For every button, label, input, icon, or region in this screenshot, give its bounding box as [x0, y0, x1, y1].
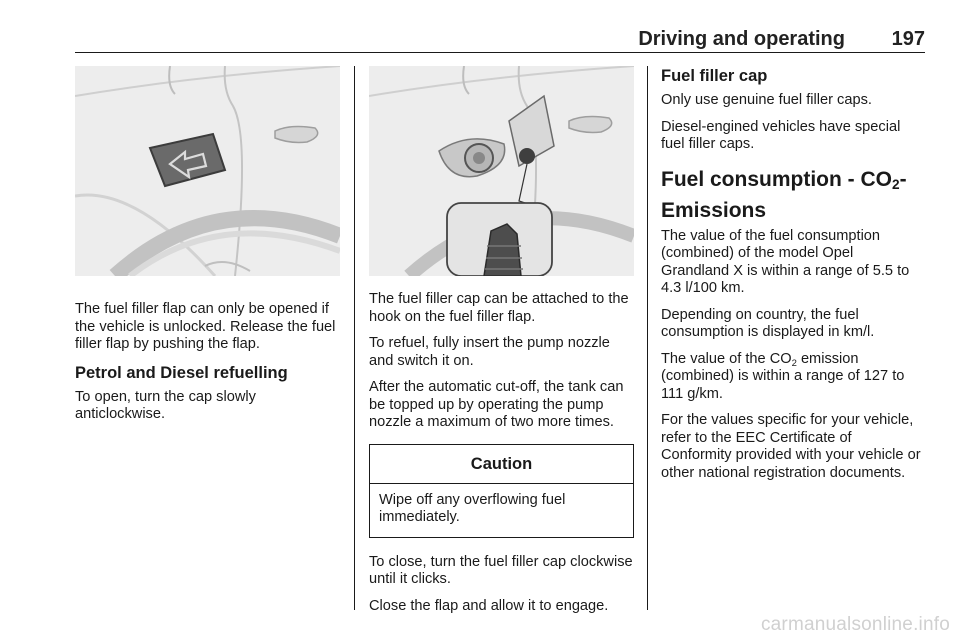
watermark: carmanualsonline.info — [760, 614, 950, 635]
paragraph: Depending on country, the fuel consumption is displayed in km/l. — [661, 306, 875, 340]
paragraph: The value of the $CO_2$ emission (combined) is within a range of 127 to 111 g/km. — [661, 350, 905, 402]
section-title: Driving and operating — [638, 28, 845, 50]
paragraph: The value of the fuel consumption (combined) of the model Opel Grandland X is within a range of 5.5 to 4.3 l/100 km. — [661, 227, 910, 296]
fuel-flap-illustration — [75, 66, 340, 276]
subheading: Petrol and Diesel refuelling — [75, 363, 288, 382]
paragraph: Close the flap and allow it to engage. — [369, 597, 609, 614]
paragraph: Only use genuine fuel filler caps. — [661, 92, 872, 108]
section-heading: Fuel consumption - $CO_2$-Emissions — [661, 167, 907, 222]
column-1 — [75, 66, 340, 433]
paragraph: Diesel-engined vehicles have special fuel filler caps. — [661, 118, 901, 152]
caution-text: Wipe off any overflowing fuel immediately. — [379, 491, 566, 525]
column-divider — [647, 66, 648, 610]
paragraph: To open, turn the cap slowly anticlockwise. — [75, 388, 256, 422]
column-divider — [354, 66, 355, 610]
column-2 — [369, 66, 634, 624]
caution-box — [369, 444, 634, 538]
caution-title: Caution — [370, 445, 633, 484]
paragraph: To close, turn the fuel filler cap clockwise until it clicks. — [369, 553, 633, 587]
paragraph: For the values specific for your vehicle, refer to the EEC Certificate of Conformity provided with your vehicle or other national registration documents. — [661, 412, 921, 481]
column-3 — [661, 66, 925, 491]
page-number: 197 — [891, 28, 925, 50]
paragraph: The fuel filler flap can only be opened if the vehicle is unlocked. Release the fuel filler flap by pushing the flap. — [75, 301, 336, 352]
paragraph: The fuel filler cap can be attached to the hook on the fuel filler flap. — [369, 291, 629, 325]
paragraph: After the automatic cut-off, the tank can be topped up by operating the pump nozzle a maximum of two more times. — [369, 379, 624, 430]
fuel-cap-illustration — [369, 66, 634, 276]
subheading: Fuel filler cap — [661, 67, 768, 85]
page-header — [75, 22, 925, 53]
paragraph: To refuel, fully insert the pump nozzle and switch it on. — [369, 335, 610, 369]
